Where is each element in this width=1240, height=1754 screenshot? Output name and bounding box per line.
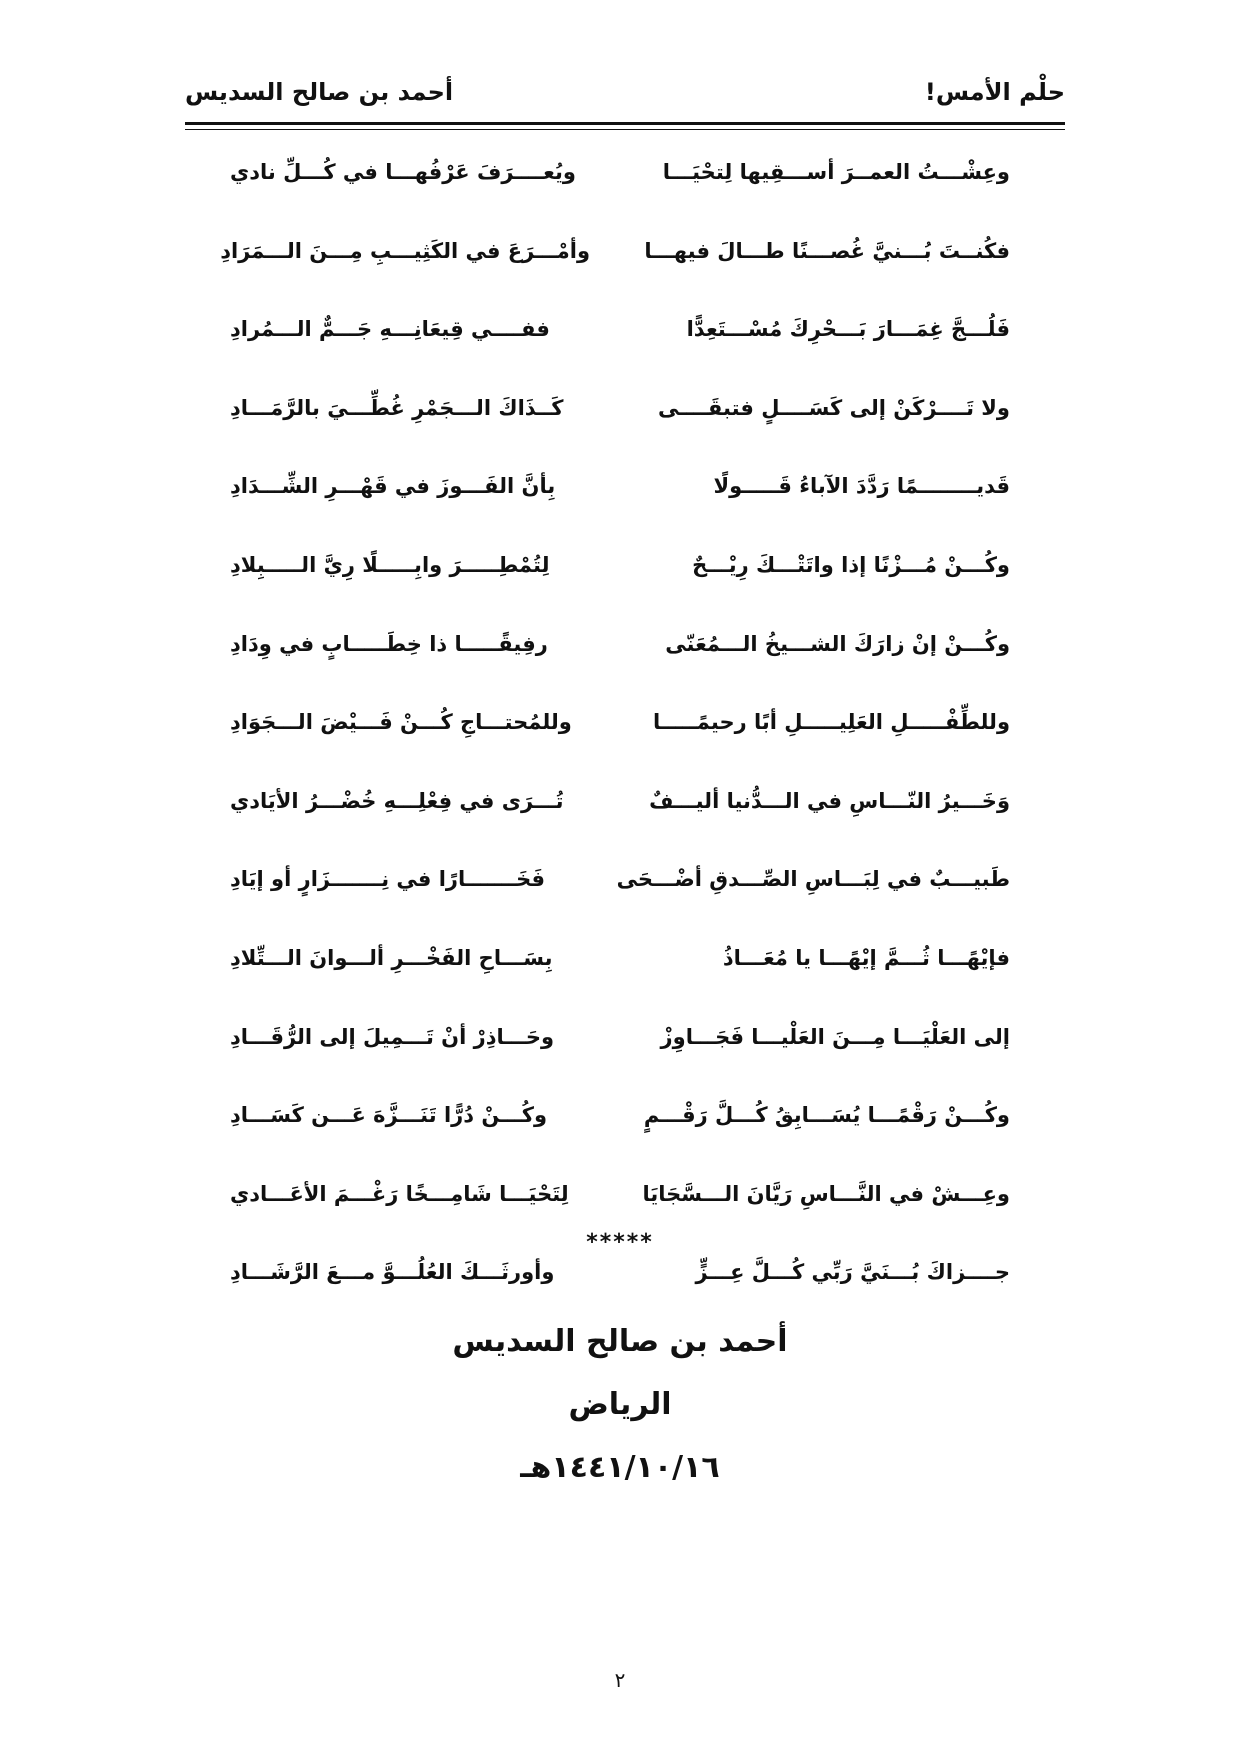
verse [230,396,1010,475]
second-hemistich: بِسَـــاحِ الفَخْـــرِ ألـــوانَ الـــتِّلادِ [230,945,553,970]
verse [230,474,1010,553]
signature-name: أحمد بن صالح السديس [452,1324,788,1359]
second-hemistich: وأمْـــرَعَ في الكَثِيـــبِ مِـــنَ الـــمَرَادِ [220,238,590,263]
second-hemistich: وأورثَـــكَ العُلُـــوَّ مـــعَ الرَّشَـــادِ [230,1260,555,1285]
second-hemistich: ويُعــــرَفَ عَرْفُهـــا في كُـــلِّ نادي [230,160,576,184]
page-number: ٢ [614,1668,626,1692]
verse [230,317,1010,396]
verse [230,553,1010,632]
author-name: أحمد بن صالح السديس [185,78,454,106]
first-hemistich: طَبيـــبٌ في لِبَـــاسِ الصِّـــدقِ أضْـــحَى [616,867,1010,892]
second-hemistich: وكُـــنْ دُرًّا تَنَـــزَّهَ عَـــن كَسَـــادِ [230,1103,548,1128]
header-rule-thin [185,129,1065,130]
first-hemistich: فإيْهًـــا ثُـــمَّ إيْهًـــا يا مُعَـــاذُ [722,945,1010,970]
first-hemistich: جــــزاكَ بُـــنَيَّ رَبِّي كُـــلَّ عِـــزٍّ [695,1260,1010,1285]
signature-date: ١٤٤١/١٠/١٦هـ [520,1450,720,1485]
signature-block [0,1310,1240,1499]
first-hemistich: ولا تَــــرْكَنْ إلى كَسَــــلٍ فتبقَــــى [657,395,1010,420]
second-hemistich: فَخَـــــــارًا في نِـــــــزَارٍ أو إيَادِ [230,867,546,892]
second-hemistich: وللمُحتـــاجِ كُـــنْ فَـــيْضَ الـــجَوَادِ [230,710,572,735]
separator-stars: ***** [586,1230,654,1255]
first-hemistich: فكُنــتَ بُـــنيَّ غُصـــنًا طـــالَ فيهـــا [644,238,1010,263]
second-hemistich: ففــــي قِيعَانِـــهِ جَـــمٌّ الـــمُرادِ [230,317,550,342]
verse [230,160,1010,239]
second-hemistich: بِأنَّ الفَـــوزَ في قَهْـــرِ الشِّـــدَادِ [230,474,556,499]
second-hemistich: رفِيقًـــــا ذا خِطَـــــابٍ في وِدَادِ [230,631,548,656]
verse [220,238,1010,318]
first-hemistich: إلى العَلْيَـــا مِـــنَ العَلْيـــا فَجَـــاوِزْ [660,1024,1010,1049]
first-hemistich: فَلُـــجَّ غِمَـــارَ بَـــحْرِكَ مُسْـــتَعِدًّا [686,317,1010,342]
verse [230,1025,1010,1104]
first-hemistich: وكُـــنْ إنْ زارَكَ الشـــيخُ الـــمُعَنّى [665,631,1010,656]
first-hemistich: وعِـــشْ في النَّـــاسِ رَيَّانَ الـــسَّجَايَا [642,1181,1010,1206]
first-hemistich: وَخَـــيرُ النّـــاسِ في الـــدُّنيا أليـــفٌ [649,788,1010,813]
second-hemistich: لِتُمْطِـــــرَ وابِـــــلًا رِيَّ الـــــبِلادِ [230,552,550,577]
signature-place: الرياض [568,1387,672,1422]
verse [230,867,1010,946]
book-title: حلْم الأمس! [924,78,1065,106]
verse [230,1103,1010,1182]
first-hemistich: وكُـــنْ رَقْمًـــا يُسَـــابِقُ كُـــلَّ رَقْـــمٍ [643,1103,1010,1128]
second-hemistich: تُـــرَى في فِعْلِـــهِ خُضْـــرُ الأيَادي [230,788,564,813]
second-hemistich: لِتَحْيَـــا شَامِـــخًا رَغْـــمَ الأعَـــادي [230,1181,569,1206]
page-header [185,78,1065,118]
first-hemistich: وللطِّفْـــــلِ العَلِيـــــلِ أبًا رحيمًـــــا [653,710,1010,735]
second-hemistich: كَــذَاكَ الـــجَمْرِ غُطِّـــيَ بالرَّمَـــادِ [230,395,564,420]
verse [230,789,1010,868]
poem [220,160,1010,1339]
first-hemistich: قَديــــــــمًا رَدَّدَ الآباءُ قَـــــولًا [713,474,1010,499]
first-hemistich: وكُـــنْ مُـــزْنًا إذا واتَتْـــكَ رِيْـــحٌ [692,552,1010,577]
verse [230,710,1010,789]
verse [230,632,1010,711]
header-rule-thick [185,122,1065,125]
second-hemistich: وحَـــاذِرْ أنْ تَـــمِيلَ إلى الرُّقَـــادِ [230,1024,555,1049]
verse [230,946,1010,1025]
first-hemistich: وعِشْـــتُ العمــرَ أســـقِيها لِتحْيَـــا [662,160,1010,184]
